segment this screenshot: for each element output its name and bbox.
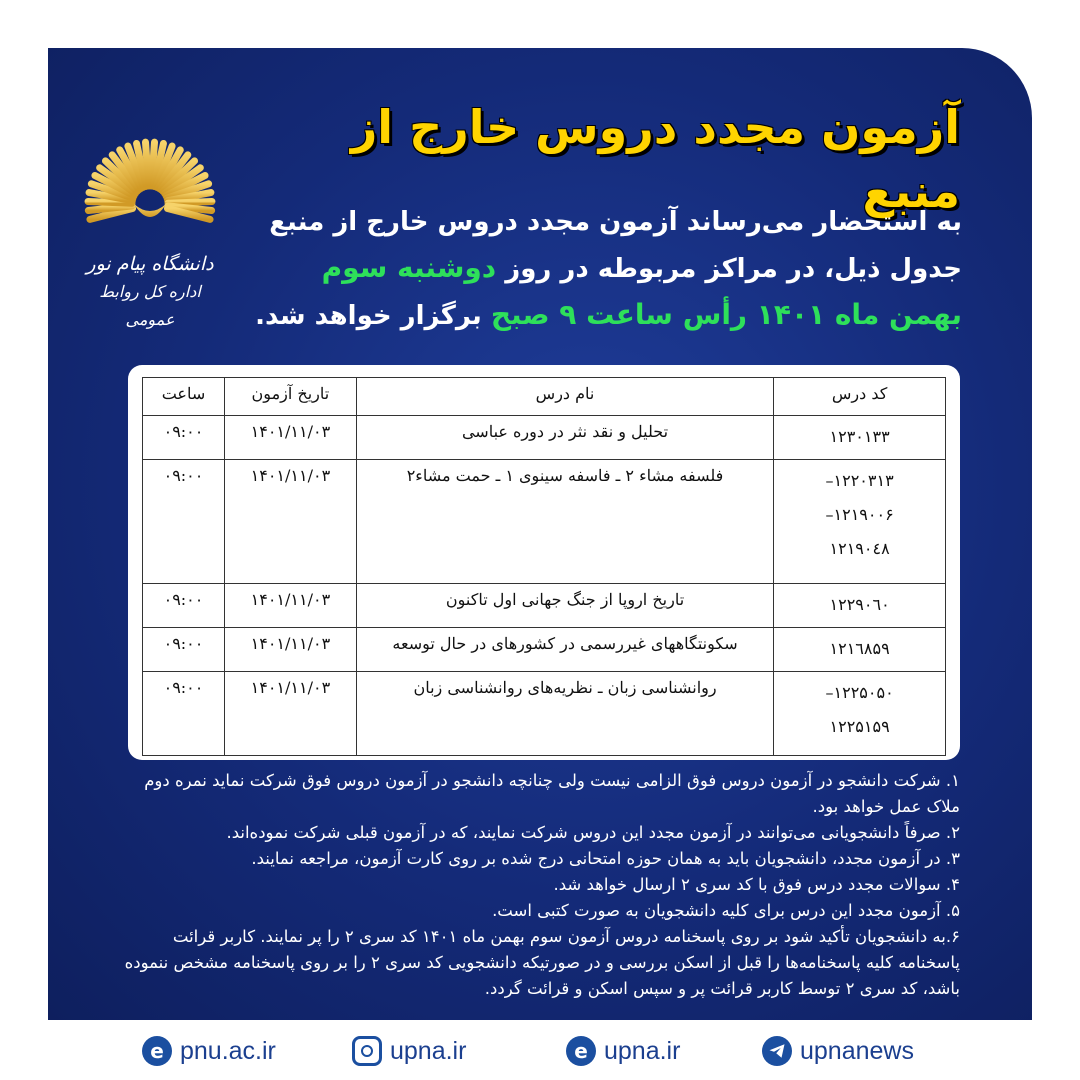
university-name-line2: اداره کل روابط عمومی: [99, 282, 201, 329]
cell-course-name: سکونتگاههای غیررسمی در کشورهای در حال توسعه: [356, 628, 773, 672]
table-row: [143, 460, 946, 584]
table-body: [143, 416, 946, 756]
cell-course-name: تحلیل و نقد نثر در دوره عباسی: [356, 416, 773, 460]
course-code: ۱۲۱۹۰۰۶–: [825, 505, 894, 524]
cell-exam-date: ۱۴۰۱/۱۱/۰۳: [224, 628, 356, 672]
note-item: ۱. شرکت دانشجو در آزمون دروس فوق الزامی نیست ولی چنانچه دانشجو در آزمون دروس فوق شرکت نماید نمره دوم ملاک عمل خواهد بود.: [144, 771, 960, 816]
footer-contacts: [0, 1022, 1080, 1080]
contact-website-pnu-text: pnu.ac.ir: [180, 1036, 276, 1065]
note-item: ۵. آزمون مجدد این درس برای کلیه دانشجویان به صورت کتبی است.: [492, 901, 960, 920]
contact-instagram-text: upna.ir: [390, 1036, 467, 1065]
intro-text-2: برگزار خواهد شد.: [255, 301, 482, 331]
course-code: ۱۲۲۵۰۵۰–: [825, 683, 894, 702]
note-item: ۲. صرفاً دانشجویانی می‌توانند در آزمون مجدد این دروس شرکت نمایند، که در آزمون قبلی شرکت نموده‌اند.: [226, 823, 960, 842]
course-code: ۱۲۱٦۸۵۹: [829, 639, 890, 658]
web-e-icon: e: [142, 1036, 172, 1066]
table-row: [143, 628, 946, 672]
logo-ray: [168, 202, 212, 204]
note-item: ۶.به دانشجویان تأکید شود بر روی پاسخنامه دروس آزمون سوم بهمن ماه ۱۴۰۱ کد سری ۲ را پر نمایند. کاربر قرائت پاسخنامه کلیه پاسخنامه‌ها را قبل از اسکن بررسی و در صورتیکه دانشجویی کد سری ۲ را بر روی پاسخنامه مشخص ننموده باشد، کد سری ۲ توسط کاربر قرائت پر و سپس اسکن و قرائت گردد.: [124, 927, 960, 998]
course-code: ۱۲۳۰۱۳۳: [829, 427, 890, 446]
table-row: [143, 416, 946, 460]
web-e-icon: e: [566, 1036, 596, 1066]
contact-website-pnu[interactable]: [142, 1034, 276, 1068]
logo-ray: [88, 206, 132, 211]
cell-exam-time: ۰۹:۰۰: [143, 672, 225, 756]
cell-exam-date: ۱۴۰۱/۱۱/۰۳: [224, 584, 356, 628]
note-item: ۳. در آزمون مجدد، دانشجویان باید به همان حوزه امتحانی درج شده بر روی کارت آزمون، مراجعه نمایند.: [251, 849, 960, 868]
notes-list: [108, 768, 960, 1002]
exam-date-highlight: دوشنبه سوم بهمن ماه ۱۴۰۱ رأس ساعت ۹ صبح: [321, 251, 962, 331]
table-header-row: [143, 378, 946, 416]
intro-text-1: به استحضار می‌رساند آزمون مجدد دروس خارج از منبع جدول ذیل، در مراکز مربوطه در روز: [269, 207, 962, 284]
cell-exam-time: ۰۹:۰۰: [143, 416, 225, 460]
table-row: [143, 584, 946, 628]
cell-exam-date: ۱۴۰۱/۱۱/۰۳: [224, 460, 356, 584]
contact-instagram[interactable]: [352, 1034, 466, 1068]
note-item: ۴. سوالات مجدد درس فوق با کد سری ۲ ارسال خواهد شد.: [553, 875, 960, 894]
intro-paragraph: [240, 200, 962, 339]
contact-website-upna[interactable]: [566, 1034, 680, 1068]
university-name-line1: دانشگاه پیام نور: [86, 253, 214, 275]
header-exam-time: ساعت: [143, 378, 225, 416]
cell-exam-time: ۰۹:۰۰: [143, 628, 225, 672]
telegram-icon: [762, 1036, 792, 1066]
university-sunburst-logo: [82, 118, 218, 254]
exam-table: [142, 377, 946, 756]
table-row: [143, 672, 946, 756]
instagram-icon: [352, 1036, 382, 1066]
page-title: آزمون مجدد دروس خارج از منبع: [350, 100, 960, 218]
cell-course-name: فلسفه مشاء ۲ ـ فاسفه سینوی ۱ ـ حمت مشاء۲: [356, 460, 773, 584]
cell-exam-date: ۱۴۰۱/۱۱/۰۳: [224, 416, 356, 460]
exam-table-panel: [128, 365, 960, 760]
logo-ray: [145, 142, 148, 186]
contact-telegram-text: upnanews: [800, 1036, 914, 1065]
header-course-name: نام درس: [356, 378, 773, 416]
course-code: ۱۲۲۹۰٦۰: [829, 595, 890, 614]
contact-website-upna-text: upna.ir: [604, 1036, 681, 1065]
cell-course-code: [774, 460, 946, 584]
course-code: ۱۲۲۵۱۵۹: [829, 717, 890, 736]
cell-course-code: [774, 628, 946, 672]
cell-exam-time: ۰۹:۰۰: [143, 584, 225, 628]
cell-course-code: [774, 584, 946, 628]
cell-course-name: تاریخ اروپا از جنگ جهانی اول تاکنون: [356, 584, 773, 628]
contact-telegram[interactable]: [762, 1034, 914, 1068]
cell-exam-date: ۱۴۰۱/۱۱/۰۳: [224, 672, 356, 756]
cell-course-code: [774, 416, 946, 460]
cell-course-code: [774, 672, 946, 756]
university-name: [82, 250, 218, 334]
cell-course-name: روانشناسی زبان ـ نظریه‌های روانشناسی زبان: [356, 672, 773, 756]
header-exam-date: تاریخ آزمون: [224, 378, 356, 416]
cell-exam-time: ۰۹:۰۰: [143, 460, 225, 584]
header-course-code: کد درس: [774, 378, 946, 416]
course-code: ۱۲۲۰۳۱۳–: [825, 471, 894, 490]
course-code: ۱۲۱۹۰٤۸: [829, 539, 890, 558]
